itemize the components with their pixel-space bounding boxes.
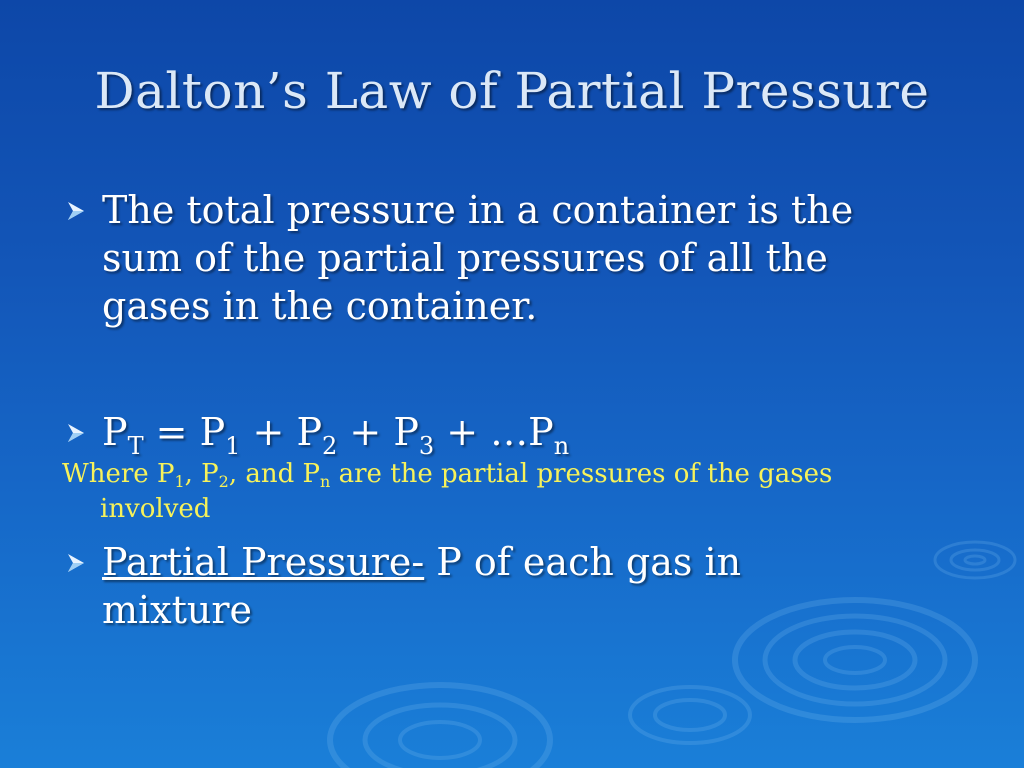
note-text: are the partial pressures of the gases — [330, 459, 833, 489]
note-subscript: 1 — [174, 472, 185, 491]
formula-subscript: 3 — [418, 432, 435, 460]
definition-text: mixture — [102, 588, 253, 632]
bullet-line: gases in the container. — [102, 284, 538, 328]
slide-title: Dalton’s Law of Partial Pressure — [94, 62, 930, 120]
definition-text: P of each gas in — [424, 540, 742, 584]
note-text: , — [184, 459, 202, 489]
arrow-bullet-icon — [62, 408, 96, 456]
note-subscript: n — [320, 472, 331, 491]
bullet-total-pressure — [62, 186, 982, 330]
arrow-bullet-icon — [62, 538, 96, 586]
note-text: involved — [100, 494, 211, 524]
bullet-text — [62, 538, 982, 634]
note-text: Where — [62, 459, 157, 489]
formula-p: P — [393, 410, 419, 454]
term-partial-pressure: Partial Pressure- — [102, 540, 425, 584]
formula-equals: = — [143, 410, 200, 454]
note-p: P — [156, 459, 175, 489]
formula-subscript: T — [127, 432, 144, 460]
bullet-text — [62, 186, 982, 330]
note-text: , and — [228, 459, 303, 489]
note-subscript: 2 — [218, 472, 229, 491]
note-p: P — [201, 459, 219, 489]
formula-p: P — [102, 410, 128, 454]
bullet-partial-pressure — [62, 538, 982, 634]
formula-p: P — [296, 410, 323, 454]
bullet-formula — [62, 408, 982, 461]
formula-p: P — [528, 410, 554, 454]
formula-note — [62, 458, 962, 526]
bullet-line: sum of the partial pressures of all the — [102, 236, 828, 280]
formula-plus: + — [240, 410, 297, 454]
formula-text — [62, 408, 982, 461]
formula-subscript: 1 — [225, 432, 241, 460]
formula-subscript: n — [553, 432, 570, 460]
note-p: P — [302, 459, 321, 489]
formula-plus: + — [337, 410, 394, 454]
formula-subscript: 2 — [322, 432, 338, 460]
bullet-line: The total pressure in a container is the — [102, 188, 854, 232]
formula-p: P — [199, 410, 226, 454]
arrow-bullet-icon — [62, 186, 96, 234]
formula-plus: + … — [434, 410, 529, 454]
